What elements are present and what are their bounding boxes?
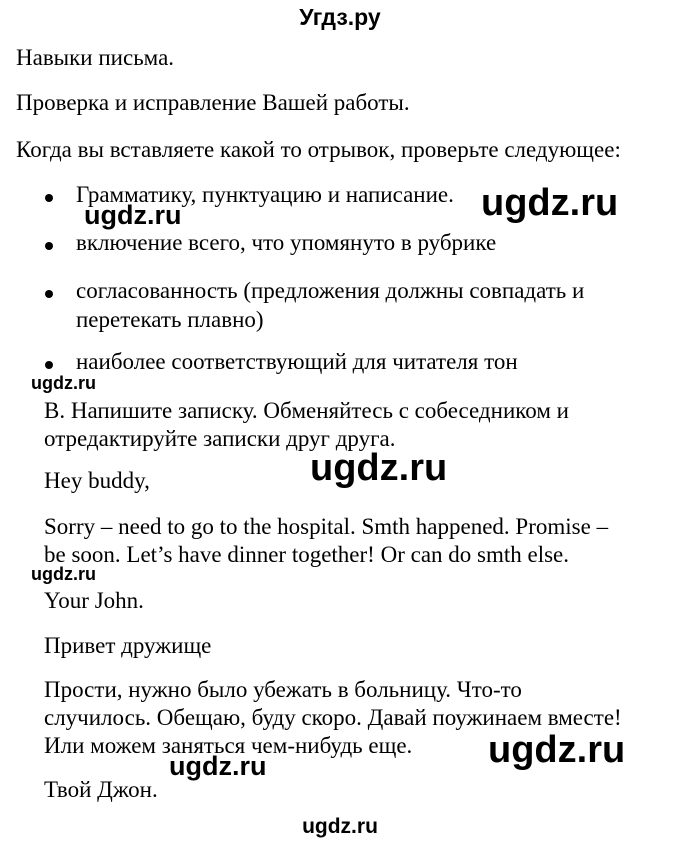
site-header: Угдз.ру <box>299 4 381 30</box>
watermark: ugdz.ru <box>488 729 626 771</box>
note-en-greeting: Hey buddy, <box>44 468 150 493</box>
section-subtitle: Проверка и исправление Вашей работы. <box>16 90 410 115</box>
checklist-item: включение всего, что упомянуто в рубрике <box>76 230 497 255</box>
checklist-item: наиболее соответствующий для читателя тон <box>76 349 518 374</box>
task-text-continued: отредактируйте записки друг друга. <box>44 426 396 451</box>
note-ru-greeting: Привет дружище <box>44 633 212 658</box>
watermark: ugdz.ru <box>84 200 182 230</box>
note-en-signature: Your John. <box>44 588 144 613</box>
watermark: ugdz.ru <box>31 564 96 584</box>
site-footer: ugdz.ru <box>302 815 378 838</box>
task-text: B. Напишите записку. Обменяйтесь с собеседником и <box>44 398 569 423</box>
checklist-item: Грамматику, пунктуацию и написание. <box>76 182 454 207</box>
note-ru-body-continued: случилось. Обещаю, буду скоро. Давай поужинаем вместе! <box>44 705 622 730</box>
bullet-icon <box>45 290 53 298</box>
checklist-item: согласованность (предложения должны совпадать и <box>76 278 585 303</box>
note-ru-body: Прости, нужно было убежать в больницу. Что-то <box>44 677 522 702</box>
note-ru-signature: Твой Джон. <box>44 777 158 802</box>
watermark: ugdz.ru <box>169 751 267 781</box>
checklist-lead: Когда вы вставляете какой то отрывок, проверьте следующее: <box>16 137 621 162</box>
section-title: Навыки письма. <box>16 45 175 70</box>
watermark: ugdz.ru <box>31 373 96 393</box>
bullet-icon <box>45 361 53 369</box>
watermark: ugdz.ru <box>310 447 448 489</box>
note-ru-body-continued: Или можем заняться чем-нибудь еще. <box>44 733 413 758</box>
note-en-body-continued: be soon. Let’s have dinner together! Or can do smth else. <box>44 542 570 567</box>
watermark: ugdz.ru <box>481 182 619 224</box>
note-en-body: Sorry – need to go to the hospital. Smth happened. Promise – <box>44 514 609 539</box>
bullet-icon <box>45 194 53 202</box>
bullet-icon <box>45 242 53 250</box>
checklist-item-continued: перетекать плавно) <box>76 307 264 332</box>
